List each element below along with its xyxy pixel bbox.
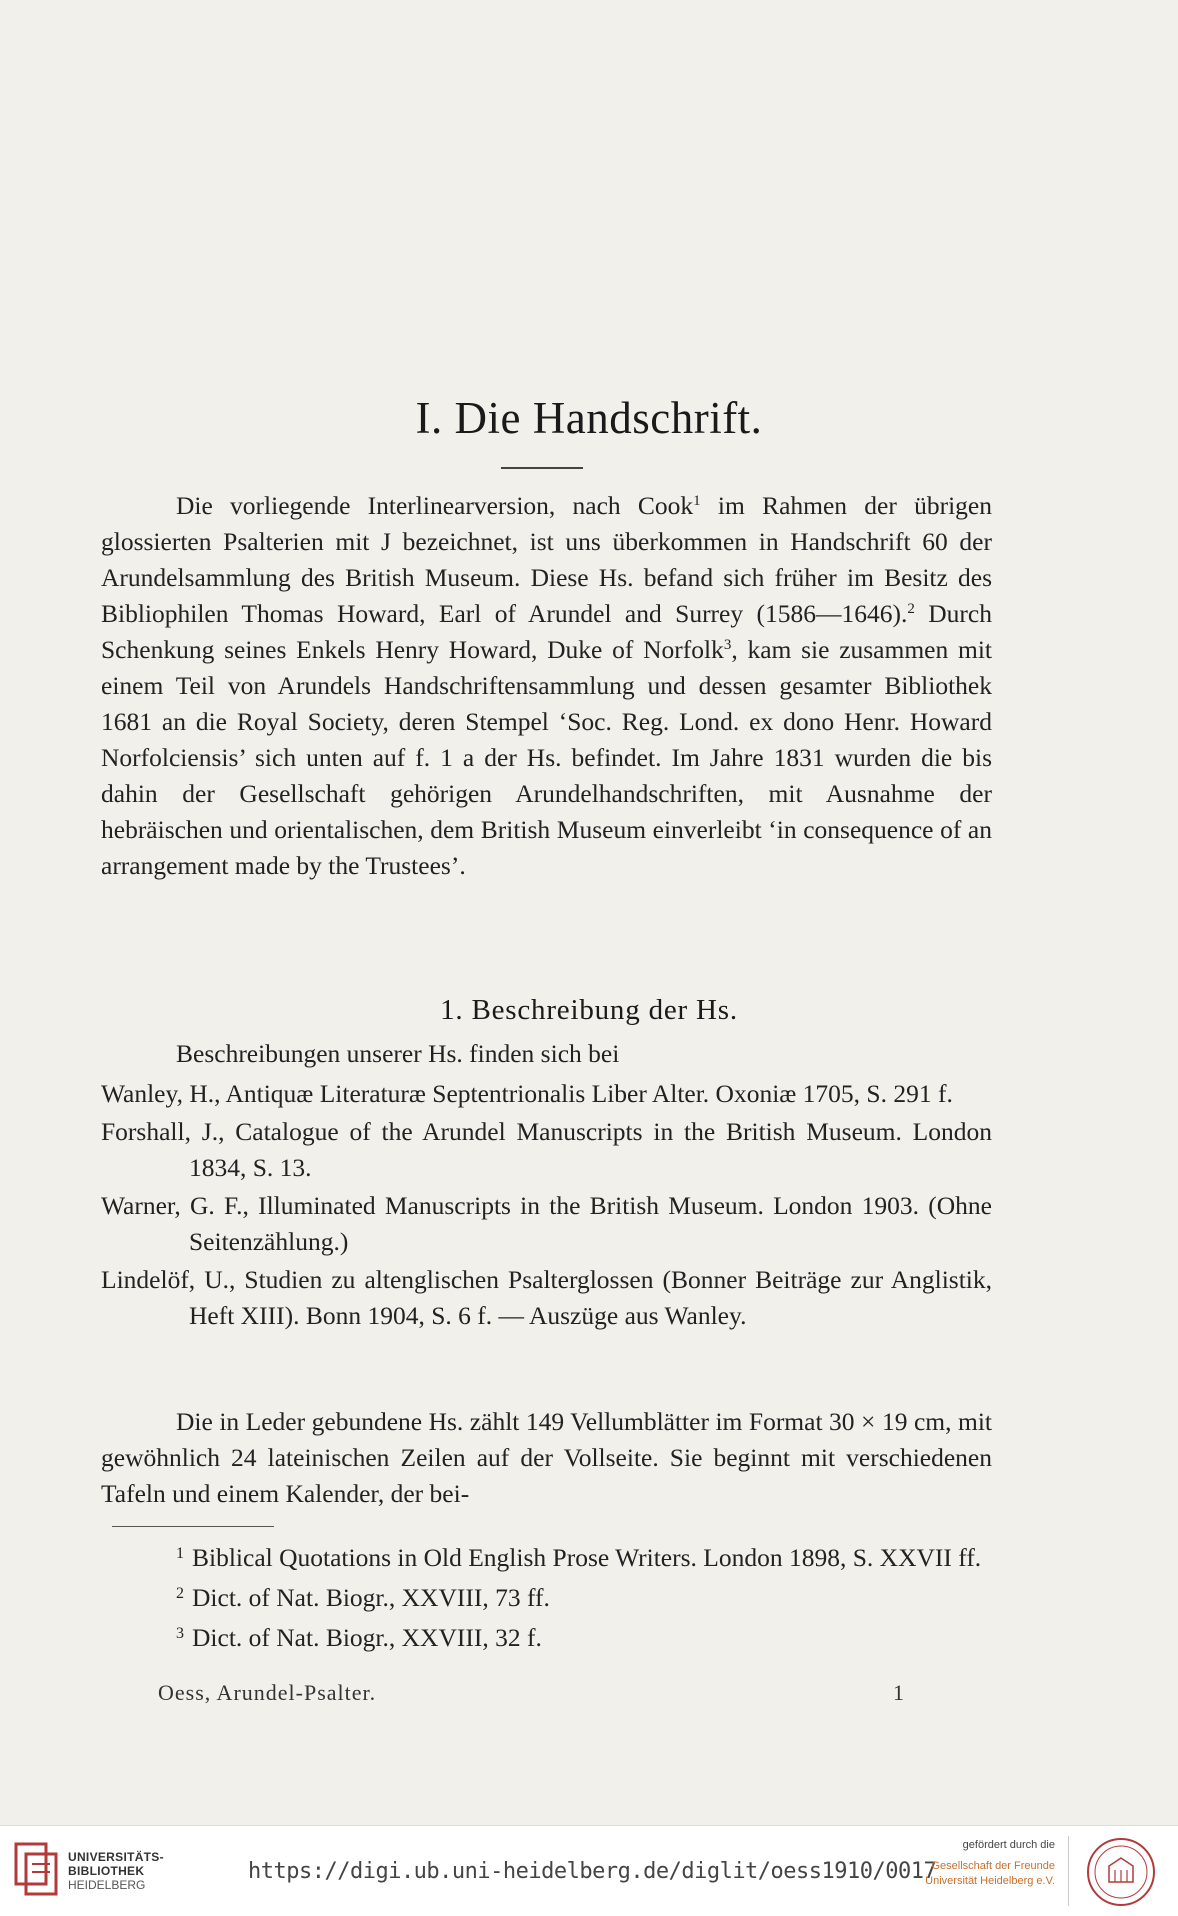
library-name-line: HEIDELBERG — [68, 1878, 146, 1892]
intro-text-part: , kam sie zusammen mit einem Teil von Arundels Handschriftensammlung und dessen gesamter Bibliothek 1681 an die Royal Society, deren Stempel ‘Soc. Reg. Lond. ex dono Henr. Howard Norfolciensis’ sich unten auf f. 1 a der Hs. befindet. Im Jahre 1831 wurden die bis dahin der Gesellschaft gehörigen Arundelhandschriften, mit Ausnahme der hebräischen und orientalischen, dem British Museum einverleibt ‘in consequence of an arrangement made by the Trustees’. — [101, 635, 993, 880]
description-text: Die in Leder gebundene Hs. zählt 149 Vellumblätter im Format 30 × 19 cm, mit gewöhnlich 24 lateinischen Zeilen auf der Vollseite. Sie beginnt mit verschiedenen Tafeln und einem Kalender, der bei- — [101, 1407, 992, 1508]
footnote-number: 2 — [176, 1585, 184, 1602]
footnote — [101, 1576, 992, 1616]
footnote-ref[interactable]: 1 — [693, 493, 701, 509]
footnotes — [101, 1536, 992, 1656]
library-name-line: BIBLIOTHEK — [68, 1864, 145, 1878]
bibliography-item: Wanley, H., Antiquæ Literaturæ Septentrionalis Liber Alter. Oxoniæ 1705, S. 291 f. — [101, 1079, 953, 1108]
description-paragraph — [101, 1404, 992, 1512]
sponsor-org: Gesellschaft der Freunde — [931, 1860, 1055, 1872]
intro-paragraph — [101, 488, 992, 884]
bibliography-item: Forshall, J., Catalogue of the Arundel Manuscripts in the British Museum. London 1834, S. 13. — [101, 1117, 992, 1182]
footnote-ref[interactable]: 3 — [723, 637, 732, 653]
footnote-ref[interactable]: 2 — [907, 601, 915, 617]
library-name[interactable] — [68, 1850, 164, 1892]
footnote — [101, 1616, 992, 1656]
running-footer: Oess, Arundel-Psalter. — [158, 1680, 377, 1705]
digitization-footer — [0, 1825, 1178, 1916]
footnote-rule — [112, 1526, 274, 1527]
footnote — [101, 1536, 992, 1576]
title-rule — [501, 467, 583, 469]
university-seal-icon — [1085, 1836, 1157, 1908]
bibliography-lead: Beschreibungen unserer Hs. finden sich bei — [176, 1039, 620, 1068]
chapter-title: I. Die Handschrift. — [415, 393, 763, 443]
footnote-number: 1 — [176, 1545, 184, 1562]
bibliography-item: Lindelöf, U., Studien zu altenglischen Psalterglossen (Bonner Beiträge zur Anglistik, Heft XIII). Bonn 1904, S. 6 f. — Auszüge aus Wanley. — [101, 1265, 992, 1330]
page-number: 1 — [893, 1680, 904, 1705]
footnote-text: Dict. of Nat. Biogr., XXVIII, 32 f. — [192, 1623, 542, 1652]
section-title: 1. Beschreibung der Hs. — [440, 994, 738, 1026]
intro-text-part: Durch Schenkung seines Enkels Henry Howard, Duke of Norfolk — [101, 599, 992, 664]
sponsor-credit[interactable] — [895, 1838, 1055, 1889]
ub-heidelberg-logo-icon[interactable] — [14, 1842, 60, 1898]
library-name-line: UNIVERSITÄTS- — [68, 1850, 164, 1864]
sponsor-divider — [1068, 1836, 1069, 1906]
footnote-text: Biblical Quotations in Old English Prose Writers. London 1898, S. XXVII ff. — [192, 1543, 982, 1572]
footnote-number: 3 — [176, 1625, 184, 1642]
intro-text-part: Die vorliegende Interlinearversion, nach Cook — [176, 491, 694, 520]
bibliography-item: Warner, G. F., Illuminated Manuscripts in the British Museum. London 1903. (Ohne Seitenzählung.) — [101, 1191, 992, 1256]
intro-text — [101, 488, 992, 884]
intro-text-part: im Rahmen der übrigen glossierten Psalterien mit J bezeichnet, ist uns überkommen in Handschrift 60 der Arundelsammlung des British Museum. Diese Hs. befand sich früher im Besitz des Bibliophilen Thomas Howard, Earl of Arundel and Surrey (1586—1646). — [101, 491, 992, 628]
sponsor-org: Universität Heidelberg e.V. — [925, 1875, 1055, 1887]
permalink-url[interactable]: https://digi.ub.uni-heidelberg.de/diglit/oess1910/0017 — [248, 1859, 937, 1884]
footnote-text: Dict. of Nat. Biogr., XXVIII, 73 ff. — [192, 1583, 550, 1612]
sponsor-label: gefördert durch die — [962, 1839, 1055, 1851]
bibliography-list — [101, 1076, 992, 1336]
